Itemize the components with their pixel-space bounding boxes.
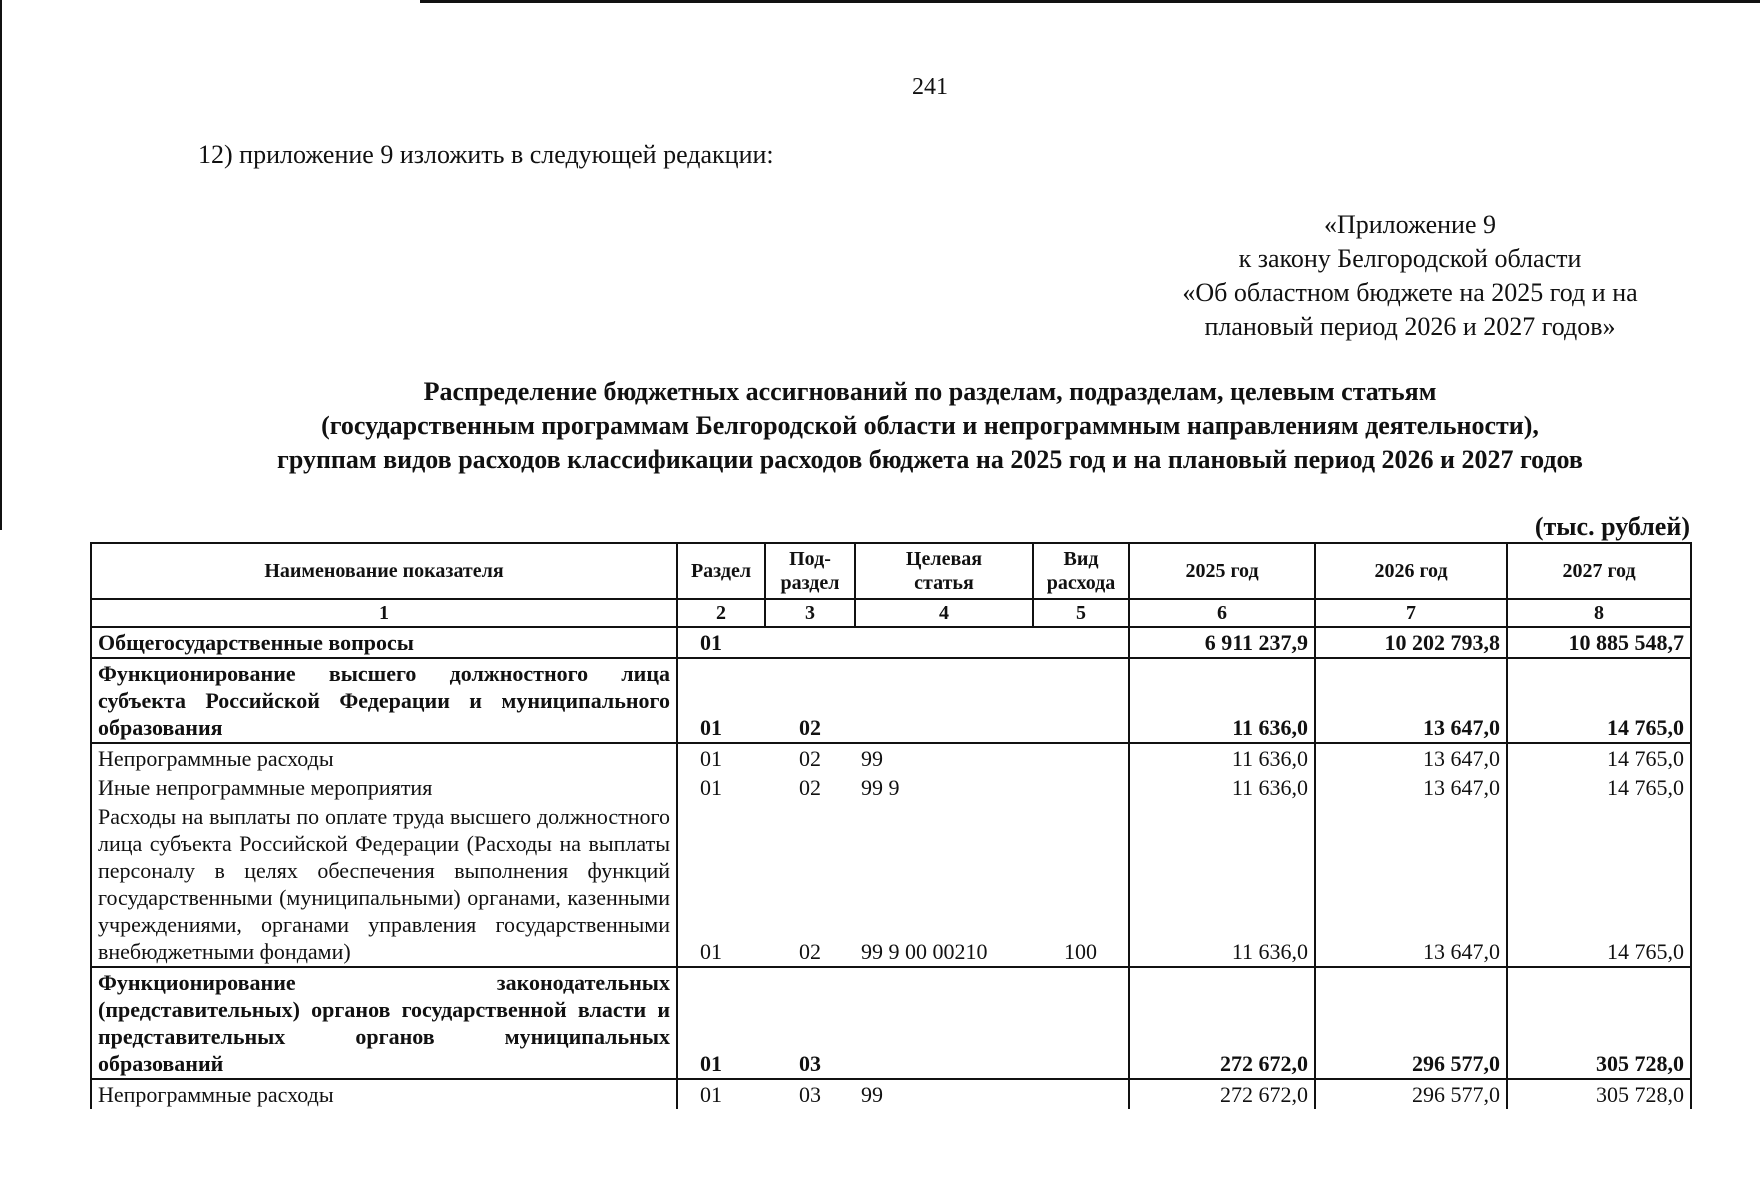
row-vid — [1033, 627, 1129, 658]
header-podrazdel: Под- раздел — [765, 543, 855, 599]
row-name: Расходы на выплаты по оплате труда высшего должностного лица субъекта Российской Федерации (Расходы на выплаты персоналу в целях обеспечения выполнения функций государственными (муниципальными) органами, казенными учреждениями, органами управления государственными внебюджетными фондами) — [91, 802, 677, 967]
row-razdel: 01 — [677, 658, 765, 743]
unit-label: (тыс. рублей) — [1534, 512, 1690, 541]
row-podrazdel: 03 — [765, 967, 855, 1079]
row-value-2027: 14 765,0 — [1507, 658, 1691, 743]
table-row — [91, 743, 1691, 773]
header-2026: 2026 год — [1315, 543, 1507, 599]
document-title — [150, 375, 1710, 477]
row-value-2027: 305 728,0 — [1507, 1079, 1691, 1109]
row-statya: 99 9 — [861, 775, 900, 800]
row-podrazdel: 02 — [765, 658, 855, 743]
row-statya: 99 — [861, 1082, 883, 1107]
row-vid: 100 — [1033, 802, 1129, 967]
row-statya — [855, 658, 1033, 743]
row-statya — [855, 967, 1033, 1079]
column-number: 2 — [677, 599, 765, 627]
row-podrazdel: 03 — [799, 1082, 821, 1107]
row-value-2025: 6 911 237,9 — [1129, 627, 1315, 658]
row-name: Непрограммные расходы — [91, 1079, 677, 1109]
row-value-2027: 14 765,0 — [1507, 773, 1691, 802]
row-razdel: 01 — [677, 773, 765, 802]
table-header-row — [91, 543, 1691, 599]
appendix-line-4: плановый период 2026 и 2027 годов» — [1204, 312, 1616, 341]
row-value-2025: 11 636,0 — [1129, 658, 1315, 743]
row-podrazdel: 02 — [799, 775, 821, 800]
appendix-line-3: «Об областном бюджете на 2025 год и на — [1182, 278, 1638, 307]
header-2027: 2027 год — [1507, 543, 1691, 599]
top-border-line — [420, 0, 1760, 3]
budget-table — [90, 542, 1692, 1109]
row-podrazdel — [765, 627, 855, 658]
row-razdel: 01 — [677, 1079, 765, 1109]
column-number: 6 — [1129, 599, 1315, 627]
row-name: Функционирование законодательных (представительных) органов государственной власти и представительных органов муниципальных образований — [91, 967, 677, 1079]
row-razdel: 01 — [677, 802, 765, 967]
table-row — [91, 658, 1691, 743]
row-vid — [1033, 658, 1129, 743]
row-statya — [855, 627, 1033, 658]
row-value-2026: 296 577,0 — [1315, 967, 1507, 1079]
title-line-1: Распределение бюджетных ассигнований по разделам, подразделам, целевым статьям — [423, 377, 1437, 406]
row-razdel: 01 — [677, 627, 765, 658]
page-number: 241 — [912, 74, 948, 100]
row-value-2027: 14 765,0 — [1507, 802, 1691, 967]
row-value-2025: 272 672,0 — [1129, 967, 1315, 1079]
row-value-2025: 11 636,0 — [1129, 802, 1315, 967]
row-value-2025: 11 636,0 — [1129, 773, 1315, 802]
row-statya: 99 9 00 00210 — [855, 802, 1033, 967]
header-vid: Вид расхода — [1033, 543, 1129, 599]
row-name: Непрограммные расходы — [91, 743, 677, 773]
row-value-2027: 305 728,0 — [1507, 967, 1691, 1079]
table-row — [91, 802, 1691, 967]
instruction-text: 12) приложение 9 изложить в следующей редакции: — [198, 140, 774, 169]
header-statya: Целевая статья — [855, 543, 1033, 599]
title-line-2: (государственным программам Белгородской области и непрограммным направлениям деятельности), — [321, 411, 1539, 440]
appendix-line-1: «Приложение 9 — [1323, 210, 1497, 239]
row-value-2026: 13 647,0 — [1315, 773, 1507, 802]
row-value-2026: 13 647,0 — [1315, 802, 1507, 967]
row-vid — [1033, 967, 1129, 1079]
column-number: 4 — [855, 599, 1033, 627]
header-name: Наименование показателя — [91, 543, 677, 599]
appendix-header — [1040, 208, 1760, 344]
row-vid — [1033, 1079, 1129, 1109]
row-razdel: 01 — [677, 743, 765, 773]
row-value-2025: 272 672,0 — [1129, 1079, 1315, 1109]
column-number: 8 — [1507, 599, 1691, 627]
row-podrazdel: 02 — [799, 746, 821, 771]
row-name: Функционирование высшего должностного лица субъекта Российской Федерации и муниципального образования — [91, 658, 677, 743]
row-value-2026: 13 647,0 — [1315, 743, 1507, 773]
column-number-row — [91, 599, 1691, 627]
table-row — [91, 627, 1691, 658]
row-name: Общегосударственные вопросы — [91, 627, 677, 658]
row-vid — [1033, 773, 1129, 802]
row-value-2026: 296 577,0 — [1315, 1079, 1507, 1109]
column-number: 3 — [765, 599, 855, 627]
row-razdel: 01 — [677, 967, 765, 1079]
row-value-2025: 11 636,0 — [1129, 743, 1315, 773]
table-row — [91, 967, 1691, 1079]
title-line-3: группам видов расходов классификации расходов бюджета на 2025 год и на плановый период 2026 и 2027 годов — [277, 445, 1583, 474]
row-name: Иные непрограммные мероприятия — [91, 773, 677, 802]
row-value-2026: 10 202 793,8 — [1315, 627, 1507, 658]
header-razdel: Раздел — [677, 543, 765, 599]
table-row — [91, 1079, 1691, 1109]
row-podrazdel: 02 — [765, 802, 855, 967]
row-vid — [1033, 743, 1129, 773]
column-number: 1 — [91, 599, 677, 627]
header-2025: 2025 год — [1129, 543, 1315, 599]
row-value-2027: 10 885 548,7 — [1507, 627, 1691, 658]
row-statya: 99 — [861, 746, 883, 771]
row-value-2027: 14 765,0 — [1507, 743, 1691, 773]
column-number: 7 — [1315, 599, 1507, 627]
table-row — [91, 773, 1691, 802]
appendix-line-2: к закону Белгородской области — [1238, 244, 1582, 273]
column-number: 5 — [1033, 599, 1129, 627]
row-value-2026: 13 647,0 — [1315, 658, 1507, 743]
